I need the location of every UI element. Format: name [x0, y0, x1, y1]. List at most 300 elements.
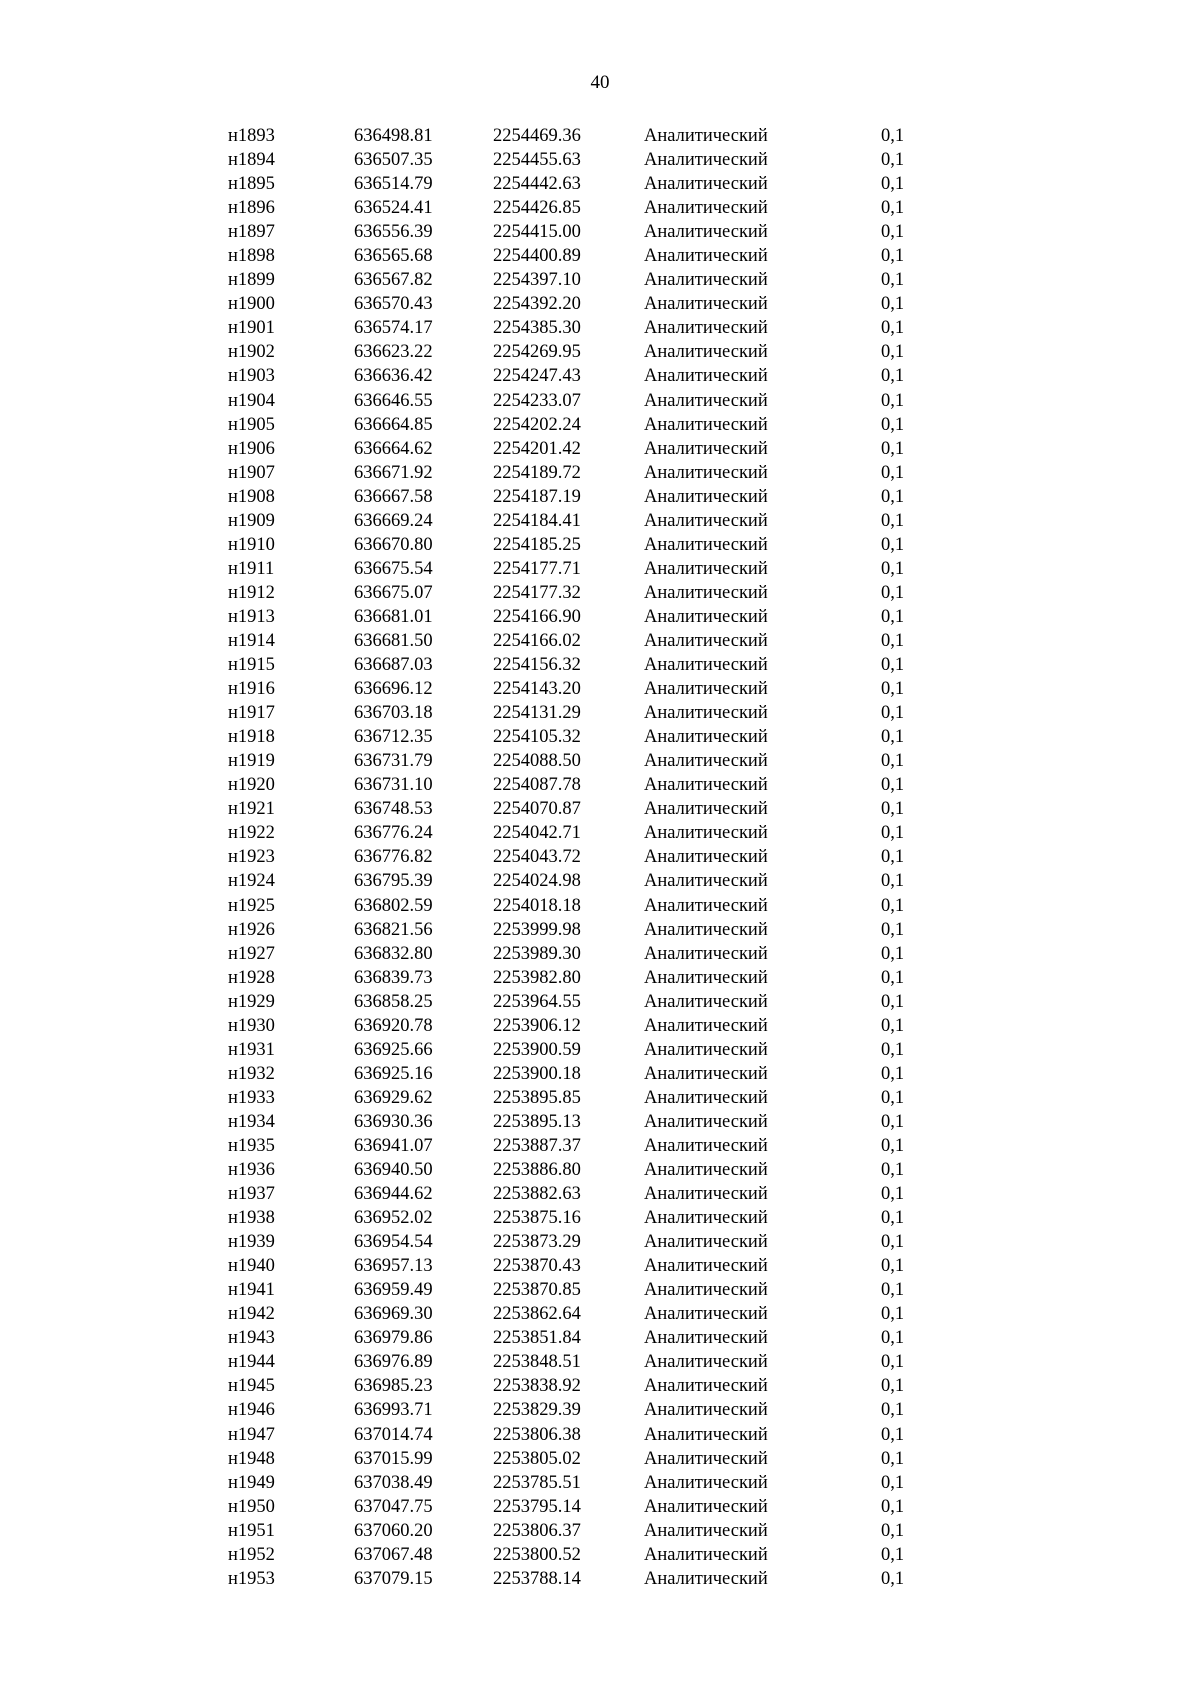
coordinate-x: 636498.81 — [354, 126, 433, 146]
coordinate-x: 636669.24 — [354, 510, 433, 531]
method: Аналитический — [644, 1087, 768, 1108]
table-row — [0, 1014, 1200, 1038]
point-id: н1936 — [228, 1160, 275, 1181]
coordinate-y: 2254131.29 — [493, 703, 581, 724]
accuracy: 0,1 — [881, 751, 905, 772]
coordinate-x: 636802.59 — [354, 895, 433, 916]
table-row — [0, 845, 1200, 869]
point-id: н1910 — [228, 534, 275, 555]
method: Аналитический — [644, 1424, 768, 1445]
table-row — [0, 1495, 1200, 1519]
method: Аналитический — [644, 1472, 768, 1493]
accuracy: 0,1 — [881, 847, 905, 868]
point-id: н1922 — [228, 823, 275, 844]
coordinate-y: 2254105.32 — [493, 727, 581, 748]
method: Аналитический — [644, 655, 768, 676]
table-row — [0, 1326, 1200, 1350]
coordinate-x: 636681.50 — [354, 630, 433, 651]
coordinate-x: 636985.23 — [354, 1376, 433, 1397]
accuracy: 0,1 — [881, 486, 905, 507]
point-id: н1920 — [228, 775, 275, 796]
method: Аналитический — [644, 222, 768, 243]
point-id: н1908 — [228, 486, 275, 507]
table-row — [0, 124, 1200, 148]
table-row — [0, 485, 1200, 509]
coordinate-x: 637060.20 — [354, 1520, 433, 1541]
method: Аналитический — [644, 174, 768, 195]
point-id: н1921 — [228, 799, 275, 820]
table-row — [0, 629, 1200, 653]
accuracy: 0,1 — [881, 727, 905, 748]
coordinate-y: 2254385.30 — [493, 318, 581, 339]
point-id: н1947 — [228, 1424, 275, 1445]
table-row — [0, 797, 1200, 821]
accuracy: 0,1 — [881, 438, 905, 459]
point-id: н1913 — [228, 606, 275, 627]
coordinate-y: 2253870.43 — [493, 1256, 581, 1277]
accuracy: 0,1 — [881, 679, 905, 700]
coordinate-y: 2253862.64 — [493, 1304, 581, 1325]
table-row — [0, 1350, 1200, 1374]
coordinate-y: 2254187.19 — [493, 486, 581, 507]
coordinate-x: 636969.30 — [354, 1304, 433, 1325]
accuracy: 0,1 — [881, 366, 905, 387]
accuracy: 0,1 — [881, 1256, 905, 1277]
accuracy: 0,1 — [881, 1063, 905, 1084]
method: Аналитический — [644, 414, 768, 435]
coordinate-x: 636929.62 — [354, 1087, 433, 1108]
accuracy: 0,1 — [881, 967, 905, 988]
method: Аналитический — [644, 967, 768, 988]
point-id: н1906 — [228, 438, 275, 459]
method: Аналитический — [644, 1184, 768, 1205]
coordinate-y: 2253882.63 — [493, 1184, 581, 1205]
table-row — [0, 894, 1200, 918]
method: Аналитический — [644, 1304, 768, 1325]
method: Аналитический — [644, 727, 768, 748]
coordinate-x: 636976.89 — [354, 1352, 433, 1373]
accuracy: 0,1 — [881, 799, 905, 820]
accuracy: 0,1 — [881, 222, 905, 243]
table-row — [0, 461, 1200, 485]
coordinate-x: 636776.82 — [354, 847, 433, 868]
coordinate-x: 636944.62 — [354, 1184, 433, 1205]
table-row — [0, 533, 1200, 557]
accuracy: 0,1 — [881, 342, 905, 363]
coordinate-x: 636567.82 — [354, 270, 433, 291]
method: Аналитический — [644, 1135, 768, 1156]
coordinates-table — [0, 124, 1200, 1591]
coordinate-y: 2253875.16 — [493, 1208, 581, 1229]
method: Аналитический — [644, 1568, 768, 1589]
accuracy: 0,1 — [881, 1208, 905, 1229]
coordinate-x: 636565.68 — [354, 246, 433, 267]
accuracy: 0,1 — [881, 895, 905, 916]
coordinate-x: 636687.03 — [354, 655, 433, 676]
coordinate-y: 2253829.39 — [493, 1400, 581, 1421]
coordinate-y: 2253900.59 — [493, 1039, 581, 1060]
method: Аналитический — [644, 1039, 768, 1060]
point-id: н1945 — [228, 1376, 275, 1397]
point-id: н1916 — [228, 679, 275, 700]
table-row — [0, 1423, 1200, 1447]
table-row — [0, 1182, 1200, 1206]
table-row — [0, 677, 1200, 701]
method: Аналитический — [644, 198, 768, 219]
accuracy: 0,1 — [881, 582, 905, 603]
method: Аналитический — [644, 486, 768, 507]
table-row — [0, 773, 1200, 797]
table-row — [0, 389, 1200, 413]
point-id: н1924 — [228, 871, 275, 892]
point-id: н1948 — [228, 1448, 275, 1469]
table-row — [0, 605, 1200, 629]
method: Аналитический — [644, 703, 768, 724]
method: Аналитический — [644, 534, 768, 555]
point-id: н1918 — [228, 727, 275, 748]
table-row — [0, 701, 1200, 725]
coordinate-y: 2253870.85 — [493, 1280, 581, 1301]
method: Аналитический — [644, 1063, 768, 1084]
coordinate-x: 636920.78 — [354, 1015, 433, 1036]
page-number: 40 — [590, 72, 610, 93]
table-row — [0, 725, 1200, 749]
accuracy: 0,1 — [881, 174, 905, 195]
coordinate-x: 636670.80 — [354, 534, 433, 555]
coordinate-x: 636574.17 — [354, 318, 433, 339]
coordinate-y: 2254087.78 — [493, 775, 581, 796]
coordinate-x: 636839.73 — [354, 967, 433, 988]
coordinate-y: 2254269.95 — [493, 342, 581, 363]
method: Аналитический — [644, 1520, 768, 1541]
coordinate-y: 2254024.98 — [493, 871, 581, 892]
accuracy: 0,1 — [881, 510, 905, 531]
method: Аналитический — [644, 1208, 768, 1229]
accuracy: 0,1 — [881, 558, 905, 579]
coordinate-x: 636664.62 — [354, 438, 433, 459]
accuracy: 0,1 — [881, 1160, 905, 1181]
coordinate-x: 636570.43 — [354, 294, 433, 315]
accuracy: 0,1 — [881, 390, 905, 411]
point-id: н1903 — [228, 366, 275, 387]
point-id: н1898 — [228, 246, 275, 267]
accuracy: 0,1 — [881, 1304, 905, 1325]
accuracy: 0,1 — [881, 1328, 905, 1349]
coordinate-y: 2253906.12 — [493, 1015, 581, 1036]
coordinate-y: 2253964.55 — [493, 991, 581, 1012]
table-row — [0, 1543, 1200, 1567]
point-id: н1941 — [228, 1280, 275, 1301]
point-id: н1902 — [228, 342, 275, 363]
method: Аналитический — [644, 1328, 768, 1349]
table-row — [0, 1519, 1200, 1543]
method: Аналитический — [644, 270, 768, 291]
coordinate-x: 636731.79 — [354, 751, 433, 772]
point-id: н1935 — [228, 1135, 275, 1156]
method: Аналитический — [644, 775, 768, 796]
coordinate-x: 636556.39 — [354, 222, 433, 243]
table-row — [0, 220, 1200, 244]
method: Аналитический — [644, 246, 768, 267]
accuracy: 0,1 — [881, 1352, 905, 1373]
table-row — [0, 821, 1200, 845]
point-id: н1904 — [228, 390, 275, 411]
accuracy: 0,1 — [881, 606, 905, 627]
coordinate-x: 636507.35 — [354, 150, 433, 171]
accuracy: 0,1 — [881, 1376, 905, 1397]
coordinate-y: 2253895.85 — [493, 1087, 581, 1108]
coordinate-x: 636681.01 — [354, 606, 433, 627]
table-row — [0, 1398, 1200, 1422]
coordinate-y: 2254042.71 — [493, 823, 581, 844]
coordinate-x: 636524.41 — [354, 198, 433, 219]
coordinate-x: 636930.36 — [354, 1111, 433, 1132]
point-id: н1917 — [228, 703, 275, 724]
coordinate-x: 636993.71 — [354, 1400, 433, 1421]
coordinate-y: 2254202.24 — [493, 414, 581, 435]
table-row — [0, 316, 1200, 340]
table-row — [0, 990, 1200, 1014]
coordinate-y: 2254043.72 — [493, 847, 581, 868]
method: Аналитический — [644, 1376, 768, 1397]
accuracy: 0,1 — [881, 1280, 905, 1301]
coordinate-x: 636925.66 — [354, 1039, 433, 1060]
method: Аналитический — [644, 1256, 768, 1277]
accuracy: 0,1 — [881, 462, 905, 483]
coordinate-x: 636671.92 — [354, 462, 433, 483]
accuracy: 0,1 — [881, 1400, 905, 1421]
method: Аналитический — [644, 1544, 768, 1565]
table-row — [0, 509, 1200, 533]
coordinate-x: 636858.25 — [354, 991, 433, 1012]
point-id: н1897 — [228, 222, 275, 243]
coordinate-y: 2254392.20 — [493, 294, 581, 315]
table-row — [0, 942, 1200, 966]
accuracy: 0,1 — [881, 1184, 905, 1205]
coordinate-y: 2254143.20 — [493, 679, 581, 700]
coordinate-y: 2254166.90 — [493, 606, 581, 627]
method: Аналитический — [644, 1111, 768, 1132]
coordinate-x: 636514.79 — [354, 174, 433, 195]
table-row — [0, 1254, 1200, 1278]
coordinate-y: 2253785.51 — [493, 1472, 581, 1493]
accuracy: 0,1 — [881, 943, 905, 964]
coordinate-y: 2253806.37 — [493, 1520, 581, 1541]
method: Аналитический — [644, 126, 768, 146]
coordinate-x: 636957.13 — [354, 1256, 433, 1277]
point-id: н1933 — [228, 1087, 275, 1108]
coordinate-x: 636731.10 — [354, 775, 433, 796]
coordinate-x: 636712.35 — [354, 727, 433, 748]
accuracy: 0,1 — [881, 294, 905, 315]
point-id: н1943 — [228, 1328, 275, 1349]
accuracy: 0,1 — [881, 823, 905, 844]
point-id: н1934 — [228, 1111, 275, 1132]
coordinate-y: 2253788.14 — [493, 1568, 581, 1589]
table-row — [0, 749, 1200, 773]
coordinate-x: 637067.48 — [354, 1544, 433, 1565]
accuracy: 0,1 — [881, 198, 905, 219]
coordinate-x: 636959.49 — [354, 1280, 433, 1301]
point-id: н1923 — [228, 847, 275, 868]
coordinate-x: 636696.12 — [354, 679, 433, 700]
method: Аналитический — [644, 630, 768, 651]
table-row — [0, 1134, 1200, 1158]
table-row — [0, 1567, 1200, 1591]
table-row — [0, 1038, 1200, 1062]
table-row — [0, 1447, 1200, 1471]
method: Аналитический — [644, 847, 768, 868]
point-id: н1912 — [228, 582, 275, 603]
coordinate-y: 2254400.89 — [493, 246, 581, 267]
accuracy: 0,1 — [881, 703, 905, 724]
coordinate-x: 636952.02 — [354, 1208, 433, 1229]
coordinate-x: 636646.55 — [354, 390, 433, 411]
method: Аналитический — [644, 1015, 768, 1036]
table-row — [0, 1278, 1200, 1302]
accuracy: 0,1 — [881, 1424, 905, 1445]
method: Аналитический — [644, 919, 768, 940]
point-id: н1901 — [228, 318, 275, 339]
table-row — [0, 1374, 1200, 1398]
method: Аналитический — [644, 1496, 768, 1517]
table-row — [0, 1230, 1200, 1254]
method: Аналитический — [644, 438, 768, 459]
coordinate-y: 2254156.32 — [493, 655, 581, 676]
point-id: н1928 — [228, 967, 275, 988]
table-row — [0, 1302, 1200, 1326]
table-row — [0, 437, 1200, 461]
accuracy: 0,1 — [881, 150, 905, 171]
method: Аналитический — [644, 318, 768, 339]
point-id: н1927 — [228, 943, 275, 964]
coordinate-y: 2253900.18 — [493, 1063, 581, 1084]
coordinate-y: 2253999.98 — [493, 919, 581, 940]
table-row — [0, 1206, 1200, 1230]
accuracy: 0,1 — [881, 1448, 905, 1469]
table-row — [0, 1471, 1200, 1495]
accuracy: 0,1 — [881, 1232, 905, 1253]
coordinate-x: 637047.75 — [354, 1496, 433, 1517]
point-id: н1949 — [228, 1472, 275, 1493]
coordinate-x: 636703.18 — [354, 703, 433, 724]
point-id: н1899 — [228, 270, 275, 291]
coordinate-y: 2254397.10 — [493, 270, 581, 291]
method: Аналитический — [644, 679, 768, 700]
table-row — [0, 1110, 1200, 1134]
coordinate-y: 2254201.42 — [493, 438, 581, 459]
coordinate-x: 636940.50 — [354, 1160, 433, 1181]
table-row — [0, 1062, 1200, 1086]
table-row — [0, 581, 1200, 605]
method: Аналитический — [644, 871, 768, 892]
point-id: н1938 — [228, 1208, 275, 1229]
coordinate-y: 2254469.36 — [493, 126, 581, 146]
coordinate-x: 636776.24 — [354, 823, 433, 844]
point-id: н1919 — [228, 751, 275, 772]
coordinate-x: 636675.07 — [354, 582, 433, 603]
method: Аналитический — [644, 366, 768, 387]
accuracy: 0,1 — [881, 1568, 905, 1589]
coordinate-x: 636675.54 — [354, 558, 433, 579]
table-row — [0, 1086, 1200, 1110]
accuracy: 0,1 — [881, 246, 905, 267]
method: Аналитический — [644, 751, 768, 772]
point-id: н1905 — [228, 414, 275, 435]
table-row — [0, 918, 1200, 942]
accuracy: 0,1 — [881, 775, 905, 796]
coordinate-y: 2253851.84 — [493, 1328, 581, 1349]
method: Аналитический — [644, 991, 768, 1012]
point-id: н1952 — [228, 1544, 275, 1565]
accuracy: 0,1 — [881, 270, 905, 291]
method: Аналитический — [644, 462, 768, 483]
method: Аналитический — [644, 150, 768, 171]
method: Аналитический — [644, 943, 768, 964]
table-row — [0, 268, 1200, 292]
point-id: н1950 — [228, 1496, 275, 1517]
coordinate-y: 2254442.63 — [493, 174, 581, 195]
table-row — [0, 172, 1200, 196]
coordinate-y: 2253886.80 — [493, 1160, 581, 1181]
table-row — [0, 244, 1200, 268]
accuracy: 0,1 — [881, 1087, 905, 1108]
coordinate-x: 636748.53 — [354, 799, 433, 820]
coordinate-y: 2253982.80 — [493, 967, 581, 988]
coordinate-x: 636623.22 — [354, 342, 433, 363]
accuracy: 0,1 — [881, 1520, 905, 1541]
point-id: н1895 — [228, 174, 275, 195]
coordinate-x: 636821.56 — [354, 919, 433, 940]
point-id: н1930 — [228, 1015, 275, 1036]
accuracy: 0,1 — [881, 871, 905, 892]
coordinate-y: 2253887.37 — [493, 1135, 581, 1156]
point-id: н1914 — [228, 630, 275, 651]
coordinate-y: 2253895.13 — [493, 1111, 581, 1132]
method: Аналитический — [644, 1232, 768, 1253]
coordinate-y: 2254184.41 — [493, 510, 581, 531]
method: Аналитический — [644, 558, 768, 579]
method: Аналитический — [644, 582, 768, 603]
coordinate-y: 2253806.38 — [493, 1424, 581, 1445]
method: Аналитический — [644, 390, 768, 411]
method: Аналитический — [644, 1400, 768, 1421]
point-id: н1907 — [228, 462, 275, 483]
point-id: н1929 — [228, 991, 275, 1012]
method: Аналитический — [644, 823, 768, 844]
point-id: н1894 — [228, 150, 275, 171]
coordinate-y: 2254166.02 — [493, 630, 581, 651]
point-id: н1946 — [228, 1400, 275, 1421]
method: Аналитический — [644, 799, 768, 820]
table-row — [0, 340, 1200, 364]
coordinate-y: 2253873.29 — [493, 1232, 581, 1253]
point-id: н1953 — [228, 1568, 275, 1589]
method: Аналитический — [644, 606, 768, 627]
accuracy: 0,1 — [881, 655, 905, 676]
coordinate-y: 2253800.52 — [493, 1544, 581, 1565]
coordinate-x: 636954.54 — [354, 1232, 433, 1253]
method: Аналитический — [644, 510, 768, 531]
point-id: н1900 — [228, 294, 275, 315]
accuracy: 0,1 — [881, 919, 905, 940]
table-row — [0, 653, 1200, 677]
table-row — [0, 364, 1200, 388]
coordinate-x: 636636.42 — [354, 366, 433, 387]
coordinate-y: 2254415.00 — [493, 222, 581, 243]
coordinate-x: 636795.39 — [354, 871, 433, 892]
coordinate-y: 2253989.30 — [493, 943, 581, 964]
